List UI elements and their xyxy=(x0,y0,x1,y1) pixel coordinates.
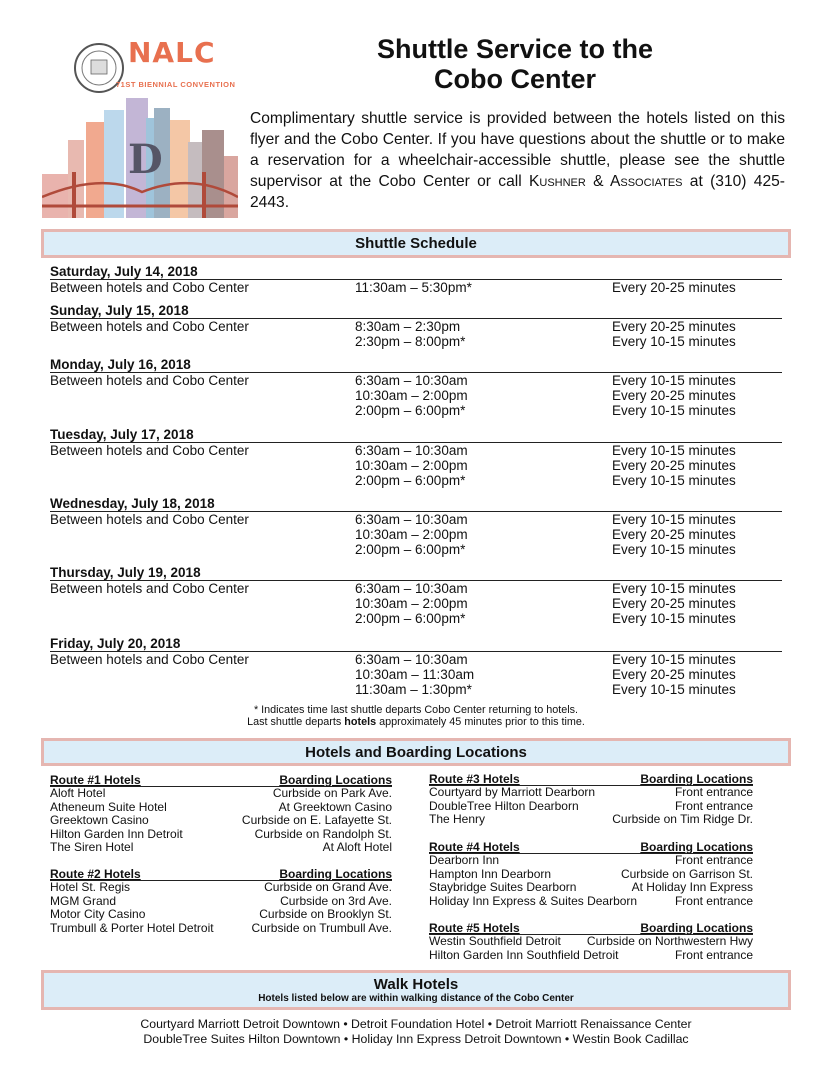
schedule-day xyxy=(50,566,782,626)
frequency: Every 10-15 minutes xyxy=(612,443,736,458)
route-block xyxy=(429,773,753,827)
hotel-row xyxy=(50,881,392,895)
hotel-row xyxy=(429,949,753,963)
walk-subtitle: Hotels listed below are within walking distance of the Cobo Center xyxy=(258,993,574,1004)
route-title: Route #5 Hotels xyxy=(429,921,520,935)
boarding-location: Front entrance xyxy=(674,853,753,867)
hotel-name: Hilton Garden Inn Detroit xyxy=(50,826,183,841)
hotel-row xyxy=(50,828,392,842)
boarding-location: Curbside on Trumbull Ave. xyxy=(251,920,392,935)
route-block xyxy=(429,841,753,908)
logo-letter: D xyxy=(128,136,163,183)
hotel-row xyxy=(50,895,392,909)
boarding-location: Front entrance xyxy=(674,947,753,962)
hotel-row xyxy=(50,814,392,828)
hotel-row xyxy=(50,787,392,801)
day-rows xyxy=(50,319,782,349)
hotel-row xyxy=(429,786,753,800)
frequency: Every 10-15 minutes xyxy=(612,611,736,626)
route-description: Between hotels and Cobo Center xyxy=(50,319,249,334)
schedule-day xyxy=(50,358,782,418)
hotel-name: Motor City Casino xyxy=(50,907,146,921)
hotel-name: Courtyard by Marriott Dearborn xyxy=(429,785,596,799)
boarding-location: Front entrance xyxy=(674,798,753,813)
time-range: 2:30pm – 8:00pm* xyxy=(355,334,466,349)
route-title: Route #2 Hotels xyxy=(50,867,141,881)
time-range: 6:30am – 10:30am xyxy=(355,512,468,527)
time-range: 8:30am – 2:30pm xyxy=(355,319,461,334)
hotel-row xyxy=(429,813,753,827)
time-range: 10:30am – 11:30am xyxy=(355,667,475,682)
frequency: Every 20-25 minutes xyxy=(612,596,736,611)
hotel-name: Aloft Hotel xyxy=(50,786,106,800)
time-range: 2:00pm – 6:00pm* xyxy=(355,611,466,626)
route-title: Route #1 Hotels xyxy=(50,773,141,787)
schedule-section-header xyxy=(41,229,791,258)
hotel-row xyxy=(50,908,392,922)
boarding-locations-title: Boarding Locations xyxy=(279,773,392,787)
boarding-locations-title: Boarding Locations xyxy=(640,921,753,935)
day-name: Sunday, July 15, 2018 xyxy=(50,304,782,319)
boarding-location: Curbside on Northwestern Hwy xyxy=(586,934,753,948)
day-name: Friday, July 20, 2018 xyxy=(50,637,782,652)
day-name: Thursday, July 19, 2018 xyxy=(50,566,782,581)
boarding-location: Curbside on Park Ave. xyxy=(272,786,392,800)
time-range: 10:30am – 2:00pm xyxy=(355,388,468,403)
boarding-location: Front entrance xyxy=(674,893,753,908)
hotel-row xyxy=(50,801,392,815)
route-description: Between hotels and Cobo Center xyxy=(50,652,249,667)
hotel-name: Westin Southfield Detroit xyxy=(429,934,561,948)
frequency: Every 20-25 minutes xyxy=(612,527,736,542)
intro-text-after: at (310) 425-2443. xyxy=(250,173,785,211)
boarding-locations-title: Boarding Locations xyxy=(640,840,753,854)
intro-paragraph xyxy=(250,108,785,213)
time-range: 2:00pm – 6:00pm* xyxy=(355,542,466,557)
frequency: Every 20-25 minutes xyxy=(612,319,736,334)
frequency: Every 10-15 minutes xyxy=(612,581,736,596)
boarding-location: Curbside on Grand Ave. xyxy=(264,880,392,894)
boarding-location: At Greektown Casino xyxy=(278,799,392,814)
route-description: Between hotels and Cobo Center xyxy=(50,280,249,295)
frequency: Every 10-15 minutes xyxy=(612,542,736,557)
frequency: Every 10-15 minutes xyxy=(612,652,736,667)
footnote-2-bold: hotels xyxy=(344,716,377,728)
route-block xyxy=(50,774,392,855)
boarding-locations-title: Boarding Locations xyxy=(640,772,753,786)
time-range: 6:30am – 10:30am xyxy=(355,652,468,667)
day-name: Wednesday, July 18, 2018 xyxy=(50,497,782,512)
day-rows xyxy=(50,373,782,418)
hotel-name: Hotel St. Regis xyxy=(50,880,131,894)
boarding-location: At Aloft Hotel xyxy=(322,840,392,854)
day-name: Saturday, July 14, 2018 xyxy=(50,265,782,280)
route-title: Route #3 Hotels xyxy=(429,772,520,786)
schedule-day xyxy=(50,304,782,349)
boarding-location: Curbside on Garrison St. xyxy=(620,866,753,881)
time-range: 6:30am – 10:30am xyxy=(355,373,468,388)
hotels-header-text: Hotels and Boarding Locations xyxy=(305,744,527,761)
boarding-location: Curbside on Brooklyn St. xyxy=(259,907,392,921)
hotels-section-header xyxy=(41,738,791,766)
time-range: 6:30am – 10:30am xyxy=(355,443,468,458)
frequency: Every 10-15 minutes xyxy=(612,473,736,488)
walk-hotels-line-2: DoubleTree Suites Hilton Downtown • Holiday Inn Express Detroit Downtown • Westin Book Cadillac xyxy=(143,1032,689,1046)
route-description: Between hotels and Cobo Center xyxy=(50,512,249,527)
boarding-location: At Holiday Inn Express xyxy=(631,880,753,894)
hotel-name: Atheneum Suite Hotel xyxy=(50,799,167,814)
day-rows xyxy=(50,443,782,488)
walk-header-text: Walk Hotels xyxy=(373,976,459,993)
intro-text-before: Complimentary shuttle service is provided between the hotels listed on this flyer and the Cobo Center. If you have questions about the shuttle or to make a reservation for a wheelchair-accessible shuttle, please see the shuttle supervisor at the Cobo Center or call xyxy=(250,110,785,190)
hotel-name: The Henry xyxy=(429,812,486,826)
time-range: 10:30am – 2:00pm xyxy=(355,458,468,473)
time-range: 6:30am – 10:30am xyxy=(355,581,468,596)
hotel-name: Holiday Inn Express & Suites Dearborn xyxy=(429,893,638,908)
boarding-locations-title: Boarding Locations xyxy=(279,867,392,881)
route-description: Between hotels and Cobo Center xyxy=(50,373,249,388)
hotel-name: Greektown Casino xyxy=(50,813,149,827)
hotel-name: DoubleTree Hilton Dearborn xyxy=(429,798,579,813)
frequency: Every 20-25 minutes xyxy=(612,667,736,682)
walk-hotels-line-1: Courtyard Marriott Detroit Downtown • Detroit Foundation Hotel • Detroit Marriott Renaissance Center xyxy=(140,1017,692,1031)
hotel-name: Dearborn Inn xyxy=(429,853,500,867)
time-range: 2:00pm – 6:00pm* xyxy=(355,403,466,418)
hotel-row xyxy=(429,800,753,814)
day-name: Monday, July 16, 2018 xyxy=(50,358,782,373)
hotel-row xyxy=(429,854,753,868)
boarding-location: Curbside on Tim Ridge Dr. xyxy=(612,812,753,826)
hotel-name: Trumbull & Porter Hotel Detroit xyxy=(50,920,214,935)
title-line-2: Cobo Center xyxy=(434,64,596,94)
hotel-name: Hampton Inn Dearborn xyxy=(429,866,552,881)
day-rows xyxy=(50,652,782,697)
day-name: Tuesday, July 17, 2018 xyxy=(50,428,782,443)
route-block xyxy=(429,922,753,962)
footnote-line-2 xyxy=(41,716,791,728)
convention-logo xyxy=(42,22,238,218)
boarding-location: Curbside on E. Lafayette St. xyxy=(241,813,392,827)
boarding-location: Curbside on 3rd Ave. xyxy=(280,893,392,908)
intro-company: Kushner & Associates xyxy=(528,173,683,190)
hotel-name: The Siren Hotel xyxy=(50,840,134,854)
hotel-name: Hilton Garden Inn Southfield Detroit xyxy=(429,947,619,962)
schedule-day xyxy=(50,497,782,557)
footnote-2-before: Last shuttle departs xyxy=(247,716,345,728)
hotel-row xyxy=(429,895,753,909)
hotel-row xyxy=(50,841,392,855)
route-description: Between hotels and Cobo Center xyxy=(50,581,249,596)
hotel-row xyxy=(50,922,392,936)
schedule-day xyxy=(50,265,782,295)
boarding-location: Front entrance xyxy=(674,785,753,799)
route-description: Between hotels and Cobo Center xyxy=(50,443,249,458)
hotel-row xyxy=(429,881,753,895)
time-range: 2:00pm – 6:00pm* xyxy=(355,473,466,488)
day-rows xyxy=(50,512,782,557)
day-rows xyxy=(50,581,782,626)
time-range: 11:30am – 5:30pm* xyxy=(355,280,472,295)
schedule-header-text: Shuttle Schedule xyxy=(355,235,477,252)
frequency: Every 20-25 minutes xyxy=(612,388,736,403)
time-range: 11:30am – 1:30pm* xyxy=(355,682,472,697)
schedule-day xyxy=(50,637,782,697)
frequency: Every 20-25 minutes xyxy=(612,280,736,295)
logo-subtitle: 71ST BIENNIAL CONVENTION xyxy=(116,80,236,89)
footnote-line-1: * Indicates time last shuttle departs Cobo Center returning to hotels. xyxy=(253,704,579,716)
walk-section-header xyxy=(41,970,791,1010)
logo-brand: NALC xyxy=(128,36,216,69)
footnote-2-after: approximately 45 minutes prior to this time. xyxy=(376,716,585,728)
schedule-day xyxy=(50,428,782,488)
frequency: Every 10-15 minutes xyxy=(612,334,736,349)
day-rows xyxy=(50,280,782,295)
time-range: 10:30am – 2:00pm xyxy=(355,596,468,611)
frequency: Every 10-15 minutes xyxy=(612,682,736,697)
frequency: Every 10-15 minutes xyxy=(612,373,736,388)
page-title xyxy=(270,34,760,94)
hotel-row xyxy=(429,935,753,949)
time-range: 10:30am – 2:00pm xyxy=(355,527,468,542)
frequency: Every 10-15 minutes xyxy=(612,512,736,527)
frequency: Every 10-15 minutes xyxy=(612,403,736,418)
title-line-1: Shuttle Service to the xyxy=(376,34,654,64)
hotel-name: MGM Grand xyxy=(50,893,117,908)
schedule-footnote xyxy=(41,704,791,728)
hotel-name: Staybridge Suites Dearborn xyxy=(429,880,577,894)
route-block xyxy=(50,868,392,935)
frequency: Every 20-25 minutes xyxy=(612,458,736,473)
boarding-location: Curbside on Randolph St. xyxy=(254,826,392,841)
hotel-row xyxy=(429,868,753,882)
route-title: Route #4 Hotels xyxy=(429,840,520,854)
